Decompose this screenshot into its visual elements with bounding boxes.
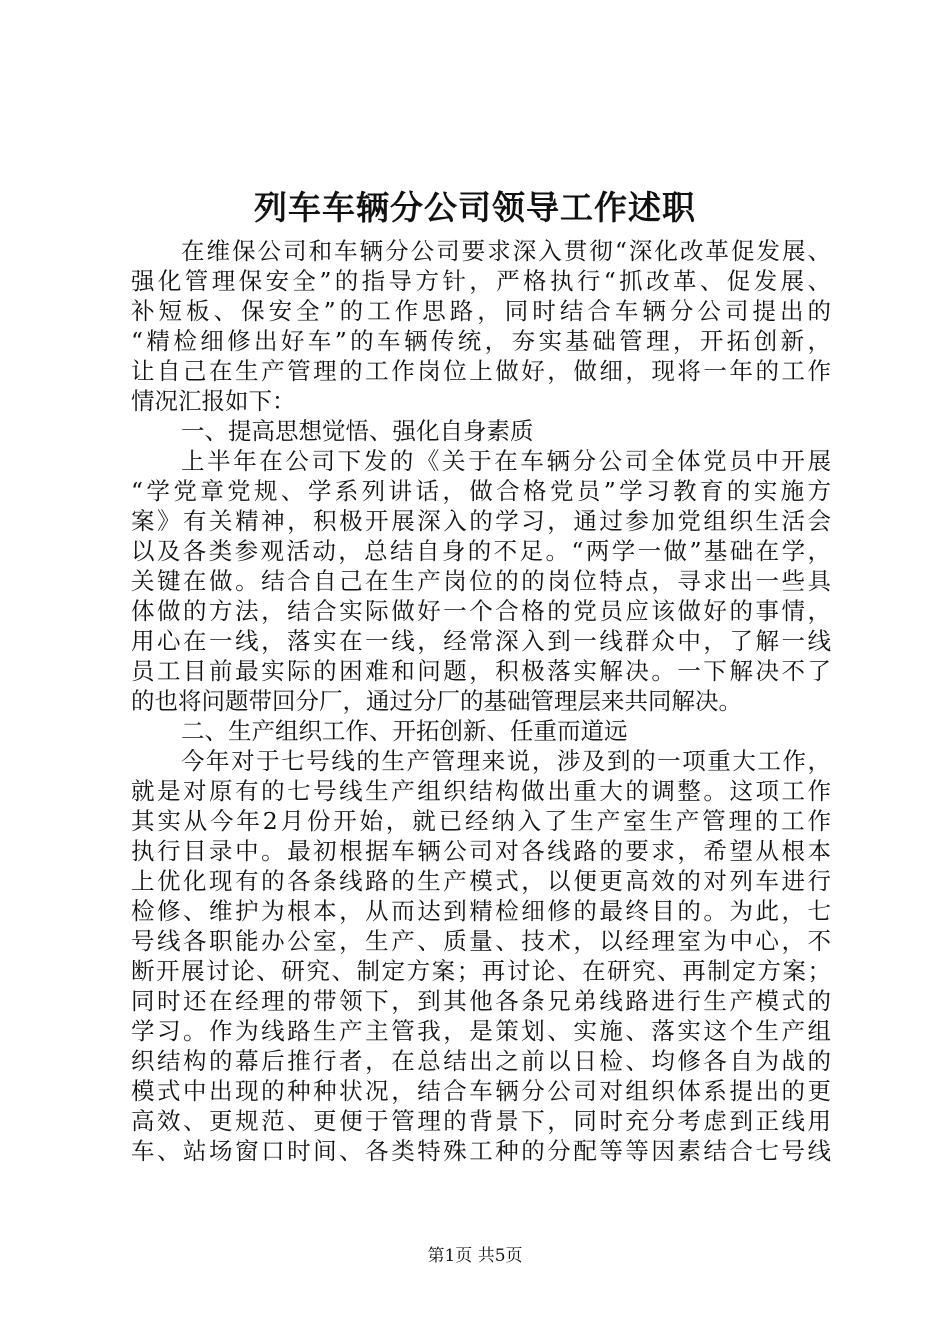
body-line: 案》有关精神，积极开展深入的学习，通过参加党组织生活会 [131, 507, 831, 535]
body-line: 同时还在经理的带领下，到其他各条兄弟线路进行生产模式的 [131, 987, 831, 1015]
body-line: 其实从今年2月份开始，就已经纳入了生产室生产管理的工作 [131, 807, 831, 835]
body-line: 补短板、保安全”的工作思路，同时结合车辆分公司提出的 [131, 297, 831, 325]
body-line: 强化管理保安全”的指导方针，严格执行“抓改革、促发展、 [131, 267, 831, 295]
body-line: “学党章党规、学系列讲话，做合格党员”学习教育的实施方 [131, 477, 831, 505]
body-line: 学习。作为线路生产主管我，是策划、实施、落实这个生产组 [131, 1017, 831, 1045]
body-line: 就是对原有的七号线生产组织结构做出重大的调整。这项工作 [131, 777, 831, 805]
document-body [131, 236, 831, 1166]
body-line: 二、生产组织工作、开拓创新、任重而道远 [181, 717, 628, 745]
body-line: 上优化现有的各条线路的生产模式，以便更高效的对列车进行 [131, 867, 831, 895]
document-title: 列车车辆分公司领导工作述职 [254, 188, 696, 227]
body-line: 关键在做。结合自己在生产岗位的的岗位特点，寻求出一些具 [131, 567, 831, 595]
body-line: 的也将问题带回分厂，通过分厂的基础管理层来共同解决。 [131, 687, 742, 715]
page-footer: 第1页 共5页 [427, 1246, 523, 1266]
body-line: 断开展讨论、研究、制定方案；再讨论、在研究、再制定方案； [131, 957, 831, 985]
body-line: 让自己在生产管理的工作岗位上做好，做细，现将一年的工作 [131, 357, 831, 385]
body-line: 以及各类参观活动，总结自身的不足。“两学一做”基础在学， [131, 537, 831, 565]
body-line: 员工目前最实际的困难和问题，积极落实解决。一下解决不了 [131, 657, 831, 685]
body-line: 检修、维护为根本，从而达到精检细修的最终目的。为此，七 [131, 897, 831, 925]
body-line: 一、提高思想觉悟、强化自身素质 [181, 417, 534, 445]
body-line: 模式中出现的种种状况，结合车辆分公司对组织体系提出的更 [131, 1077, 831, 1105]
body-line: 织结构的幕后推行者，在总结出之前以日检、均修各自为战的 [131, 1047, 831, 1075]
body-line: 体做的方法，结合实际做好一个合格的党员应该做好的事情， [131, 597, 831, 625]
body-line: 用心在一线，落实在一线，经常深入到一线群众中，了解一线 [131, 627, 831, 655]
body-line: 情况汇报如下： [131, 387, 296, 415]
body-line: 高效、更规范、更便于管理的背景下，同时充分考虑到正线用 [131, 1107, 831, 1135]
body-line: “精检细修出好车”的车辆传统，夯实基础管理，开拓创新， [131, 327, 831, 355]
body-line: 上半年在公司下发的《关于在车辆分公司全体党员中开展 [181, 447, 831, 475]
body-line: 在维保公司和车辆分公司要求深入贯彻“深化改革促发展、 [181, 237, 831, 265]
body-line: 执行目录中。最初根据车辆公司对各线路的要求，希望从根本 [131, 837, 831, 865]
body-line: 车、站场窗口时间、各类特殊工种的分配等等因素结合七号线 [131, 1137, 831, 1165]
body-line: 今年对于七号线的生产管理来说，涉及到的一项重大工作， [181, 747, 831, 775]
body-line: 号线各职能办公室，生产、质量、技术，以经理室为中心，不 [131, 927, 831, 955]
